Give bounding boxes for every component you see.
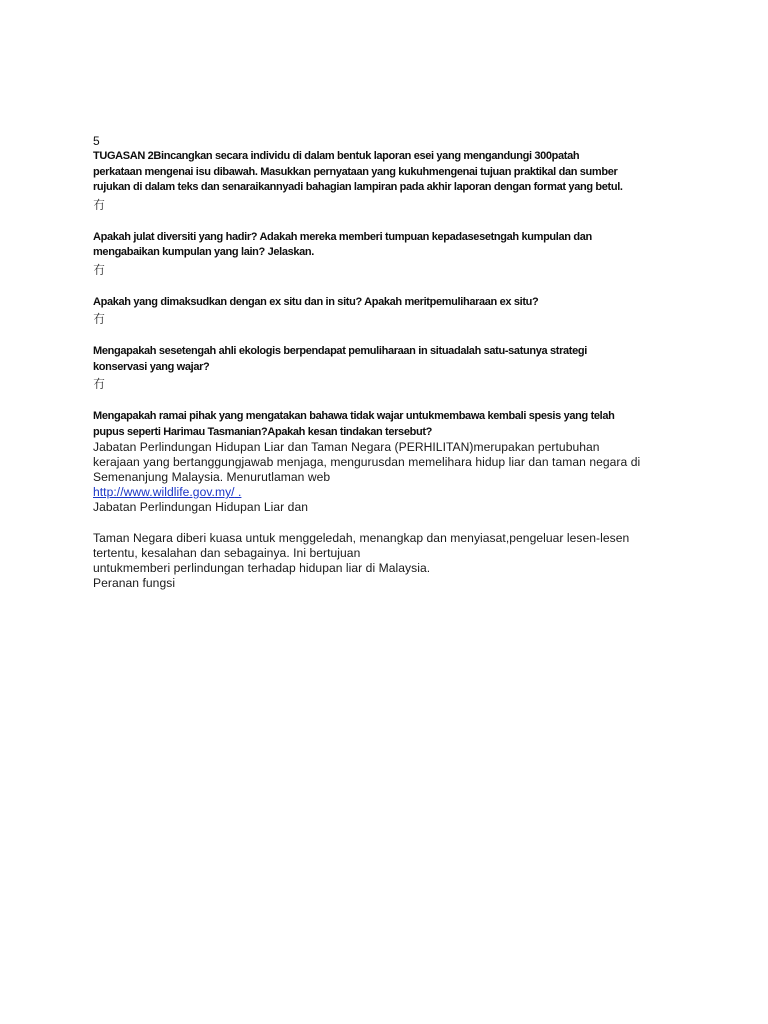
question-4-line-1: Mengapakah ramai pihak yang mengatakan bahawa tidak wajar untukmembawa kembali spesis yang telah — [93, 410, 615, 422]
answer-line: untukmemberi perlindungan terhadap hidupan liar di Malaysia. — [93, 561, 431, 575]
cjk-glyph: 冇 — [93, 377, 106, 391]
answer-line: tertentu, kesalahan dan sebagainya. Ini bertujuan — [93, 546, 361, 560]
cjk-glyph: 冇 — [93, 262, 106, 277]
answer-line: Jabatan Perlindungan Hidupan Liar dan — [93, 500, 308, 514]
question-3-line-2: konservasi yang wajar? — [93, 360, 210, 373]
answer-line: Taman Negara diberi kuasa untuk menggeledah, menangkap dan menyiasat,pengeluar lesen-lesen — [93, 531, 630, 545]
task-label: TUGASAN 2 — [93, 150, 154, 162]
task-heading — [93, 149, 693, 196]
question-3-line-1: Mengapakah sesetengah ahli ekologis berpendapat pemuliharaan in situadalah satu-satunya strategi — [93, 345, 587, 357]
task-line-3: rujukan di dalam teks dan senaraikannyadi bahagian lampiran pada akhir laporan dengan format yang betul. — [93, 181, 623, 193]
question-1 — [93, 230, 693, 261]
task-line-2: perkataan mengenai isu dibawah. Masukkan pernyataan yang kukuhmengenai tujuan praktikal dan sumber — [93, 165, 618, 178]
answer-line: Semenanjung Malaysia. Menurutlaman web — [93, 470, 331, 484]
answer-line: Jabatan Perlindungan Hidupan Liar dan Taman Negara (PERHILITAN)merupakan pertubuhan — [93, 440, 600, 454]
wildlife-website-link[interactable]: http://www.wildlife.gov.my/ — [93, 485, 235, 499]
answer-line: Peranan fungsi — [93, 576, 176, 590]
cjk-glyph: 冇 — [93, 197, 106, 212]
question-2 — [93, 295, 693, 311]
question-1-line-1: Apakah julat diversiti yang hadir? Adakah mereka memberi tumpuan kepadasesetngah kumpulan dan — [93, 230, 592, 243]
question-2-line-1: Apakah yang dimaksudkan dengan ex situ dan in situ? Apakah meritpemuliharaan ex situ? — [93, 295, 539, 308]
question-4-line-2: pupus seperti Harimau Tasmanian?Apakah kesan tindakan tersebut? — [93, 425, 433, 438]
question-4 — [93, 409, 693, 440]
answer-paragraph-1 — [93, 440, 693, 515]
link-suffix: . — [234, 485, 242, 499]
task-line-1: Bincangkan secara individu di dalam bentuk laporan esei yang mengandungi 300patah — [153, 150, 580, 162]
answer-line: kerajaan yang bertanggungjawab menjaga, mengurusdan memelihara hidup liar dan taman negara di — [93, 455, 641, 469]
answer-paragraph-2 — [93, 531, 693, 591]
page-number: 5 — [93, 134, 100, 148]
document-page — [93, 134, 693, 591]
question-3 — [93, 344, 693, 375]
question-1-line-2: mengabaikan kumpulan yang lain? Jelaskan. — [93, 246, 315, 258]
cjk-glyph: 冇 — [93, 312, 106, 326]
